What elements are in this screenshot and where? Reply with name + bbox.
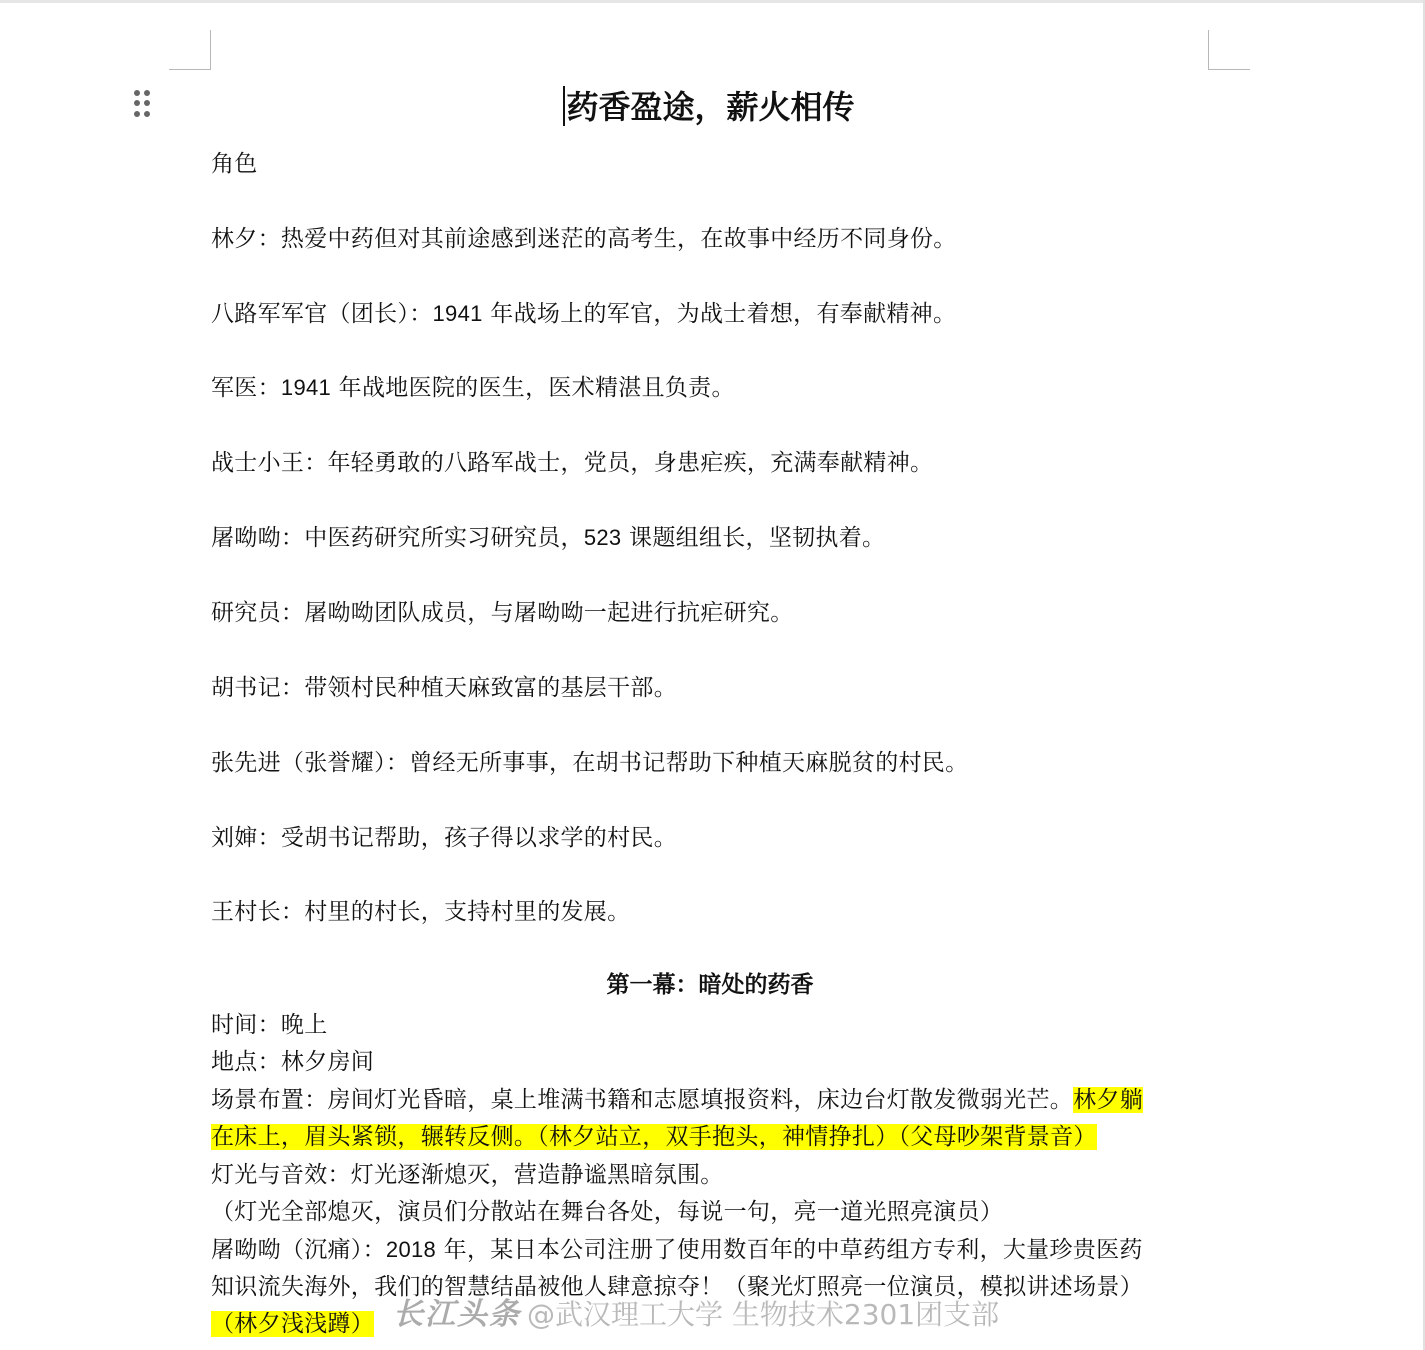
- scene-setting[interactable]: 场景布置：房间灯光昏暗，桌上堆满书籍和志愿填报资料，床边台灯散发微弱光芒。林夕躺: [211, 1087, 1144, 1113]
- scene-lighting[interactable]: 灯光与音效：灯光逐渐熄灭，营造静谧黑暗氛围。: [211, 1162, 724, 1188]
- watermark: [393, 1289, 999, 1335]
- scene-setting-cont[interactable]: [211, 1120, 1211, 1154]
- dialogue-line[interactable]: 屠呦呦（沉痛）：2018 年，某日本公司注册了使用数百年的中草药组方专利，大量珍贵医药: [211, 1237, 1143, 1263]
- role-line[interactable]: 研究员：屠呦呦团队成员，与屠呦呦一起进行抗疟研究。: [211, 600, 794, 626]
- role-line[interactable]: 屠呦呦：中医药研究所实习研究员，523 课题组组长，坚韧执着。: [211, 525, 886, 551]
- margin-corner-top-left: [169, 30, 211, 70]
- highlighted-text: （林夕浅浅蹲）: [211, 1311, 375, 1337]
- highlighted-text: 在床上，眉头紧锁，辗转反侧。（林夕站立，双手抱头，神情挣扎）（父母吵架背景音）: [211, 1124, 1097, 1150]
- role-line[interactable]: 八路军军官（团长）：1941 年战场上的军官，为战士着想，有奉献精神。: [211, 301, 957, 327]
- role-line[interactable]: 林夕：热爱中药但对其前途感到迷茫的高考生，在故事中经历不同身份。: [211, 226, 957, 252]
- scene-time[interactable]: 时间：晚上: [211, 1012, 328, 1038]
- scene-title[interactable]: 第一幕：暗处的药香: [606, 971, 814, 998]
- watermark-text: @武汉理工大学 生物技术2301团支部: [527, 1298, 1000, 1331]
- document-title[interactable]: 药香盈途，薪火相传: [210, 84, 1208, 130]
- role-line[interactable]: 战士小王：年轻勇敢的八路军战士，党员，身患疟疾，充满奉献精神。: [211, 450, 934, 476]
- watermark-logo: 长江头条: [393, 1297, 521, 1332]
- roles-heading[interactable]: 角色: [211, 151, 258, 177]
- scene-place[interactable]: 地点：林夕房间: [211, 1049, 375, 1075]
- margin-corner-top-right: [1208, 30, 1250, 70]
- highlighted-text: 林夕躺: [1073, 1087, 1144, 1113]
- role-line[interactable]: 王村长：村里的村长，支持村里的发展。: [211, 899, 631, 925]
- role-line[interactable]: 刘婶：受胡书记帮助，孩子得以求学的村民。: [211, 825, 678, 851]
- window-top-edge: [0, 0, 1425, 3]
- stage-note[interactable]: （灯光全部熄灭，演员们分散站在舞台各处，每说一句，亮一道光照亮演员）: [211, 1199, 1004, 1225]
- drag-handle-icon[interactable]: [134, 90, 154, 122]
- dialogue-line-cont[interactable]: 知识流失海外，我们的智慧结晶被他人肆意掠夺！（聚光灯照亮一位演员，模拟讲述场景）: [211, 1274, 1143, 1300]
- role-line[interactable]: 胡书记：带领村民种植天麻致富的基层干部。: [211, 675, 678, 701]
- role-line[interactable]: 军医：1941 年战地医院的医生，医术精湛且负责。: [211, 375, 735, 401]
- role-line[interactable]: 张先进（张誉耀）：曾经无所事事，在胡书记帮助下种植天麻脱贫的村民。: [211, 750, 969, 776]
